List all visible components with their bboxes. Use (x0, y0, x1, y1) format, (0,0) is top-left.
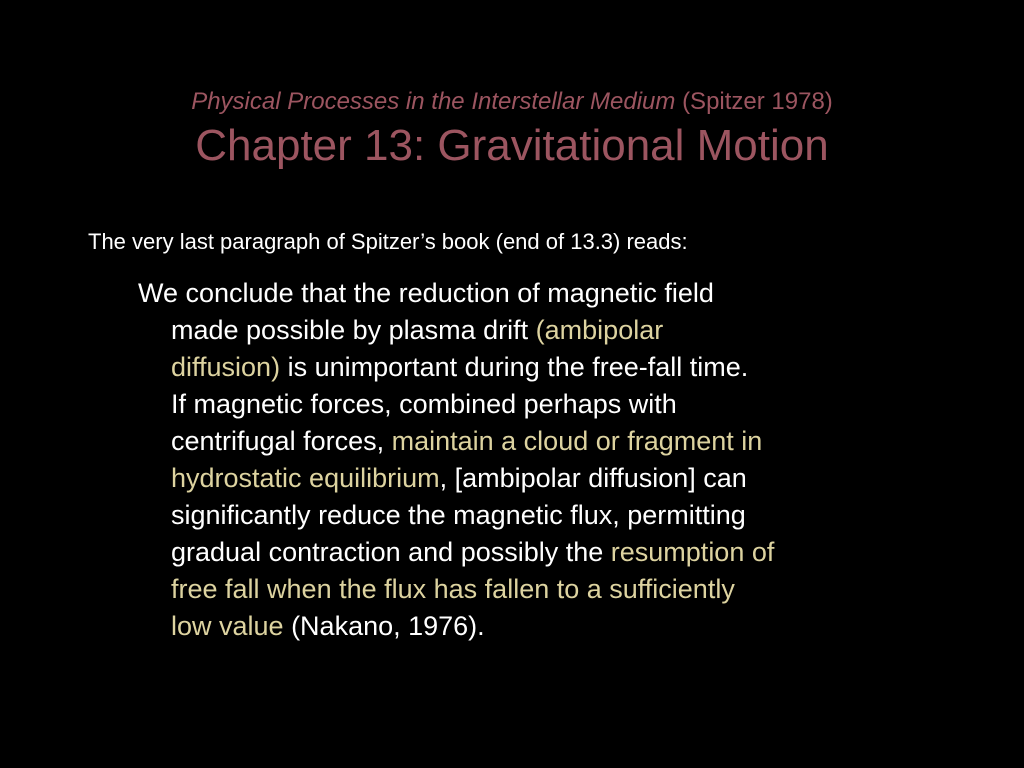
quote-text: is unimportant during the free-fall time. (280, 352, 749, 382)
quote-text: We conclude that the reduction of magnetic field (138, 278, 714, 308)
quote-line (138, 460, 968, 497)
quote-highlight: diffusion) (171, 352, 281, 382)
quote-line (138, 349, 968, 386)
quote-text: made possible by plasma drift (171, 315, 536, 345)
quote-line (138, 312, 968, 349)
quote-highlight: maintain a cloud or fragment in (391, 426, 763, 456)
chapter-title: Chapter 13: Gravitational Motion (195, 121, 829, 170)
quote-highlight: free fall when the flux has fallen to a sufficiently (171, 574, 735, 604)
book-citation: (Spitzer 1978) (682, 88, 833, 115)
quote-line (138, 423, 968, 460)
quote-text: centrifugal forces, (171, 426, 392, 456)
quote-text: , [ambipolar diffusion] can (439, 463, 747, 493)
quote-line (138, 534, 968, 571)
quote-highlight: resumption of (610, 537, 775, 567)
quote-line (138, 608, 968, 645)
quote-text: If magnetic forces, combined perhaps with (171, 389, 677, 419)
quote-text: significantly reduce the magnetic flux, permitting (171, 500, 746, 530)
book-title: Physical Processes in the Interstellar Medium (191, 88, 676, 115)
quote-highlight: hydrostatic equilibrium (171, 463, 440, 493)
quote-text: gradual contraction and possibly the (171, 537, 611, 567)
quoted-paragraph (138, 275, 968, 645)
book-reference (0, 86, 1024, 118)
quote-line (138, 275, 968, 312)
quote-text: (Nakano, 1976). (283, 611, 485, 641)
intro-text: The very last paragraph of Spitzer’s book (end of 13.3) reads: (88, 229, 688, 254)
quote-line (138, 386, 968, 423)
quote-highlight: low value (171, 611, 284, 641)
title-block (0, 86, 1024, 172)
quote-line (138, 497, 968, 534)
quote-line (138, 571, 968, 608)
quote-highlight: (ambipolar (535, 315, 664, 345)
